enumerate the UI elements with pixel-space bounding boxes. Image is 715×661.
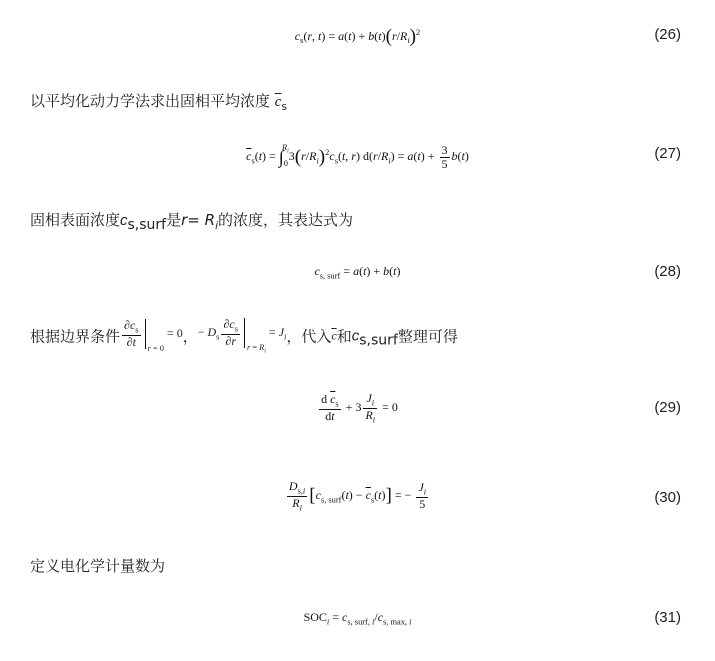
paragraph-average-concentration <box>30 90 287 113</box>
paragraph-surface-concentration <box>30 209 353 233</box>
equation-number-26: (26) <box>654 26 681 43</box>
paragraph-text: 是 <box>166 211 182 229</box>
equation-number-28: (28) <box>654 263 681 280</box>
r-equals-R-subscript: i <box>215 220 218 232</box>
equation-30: $\frac{D_{s,i}}{R_i}$ $[c_{s, surf}(t) - \overline{c}_s(t)]$ = − $\frac{J_i}{5}$ <box>288 479 427 513</box>
equation-26: $c_s(r$, $t) = a(t) + b(t)(r/R_i)^2$ <box>294 26 421 47</box>
paragraph-text: ，代入 <box>286 327 332 346</box>
cbar-symbol: $\overline{c}$ <box>274 94 282 110</box>
paragraph-text: 整理可得 <box>397 327 458 346</box>
equation-31: $SOC_i = c_{s, surf, i}/c_{s, max, i}$ <box>303 610 412 627</box>
equation-29: $\frac{d \overline{c}_s}{dt}$ + 3 $\frac{J_i}{R_i}$ = 0 <box>321 391 398 425</box>
paragraph-text: 的浓度，其表达式为 <box>218 211 354 229</box>
paragraph-boundary-conditions: 根据边界条件 $\frac{\partial c_s}{\partial t}$ $_{r = 0}$ = 0，− $D_s$ $\frac{\partial c_s}{\partial r}$ $_{r = R_i} = J_i$，代入$\overline{c}$和$c_{s,surf}$整理可得 <box>30 317 458 355</box>
paragraph-text: 以平均化动力学法求出固相平均浓度 <box>30 92 271 110</box>
equation-27: $\overline{c}_s(t) = \int_0^{R_i}3(r/R_i)^2c_s(t$, r) $d(r/R_i) = a(t)$ + $\frac{3}{5}$ b(t) <box>246 142 469 171</box>
cs-surf-subscript: s,surf <box>127 217 167 233</box>
r-equals-R-symbol: r= R <box>181 211 216 229</box>
equation-number-29: (29) <box>654 399 681 416</box>
equation-number-30: (30) <box>654 489 681 506</box>
equation-number-31: (31) <box>654 609 681 626</box>
equation-28: $c_{s, surf} = a(t) + b(t)$ <box>314 264 401 281</box>
cs-surf-symbol: c <box>120 212 128 229</box>
equation-number-27: (27) <box>654 145 681 162</box>
paragraph-text: 根据边界条件 <box>30 327 121 346</box>
paragraph-text: 和 <box>336 327 352 346</box>
paragraph-text: 固相表面浓度 <box>30 211 121 229</box>
paragraph-soc-definition: 定义电化学计量数为 <box>30 557 166 575</box>
paragraph-text: ， <box>182 327 198 346</box>
cbar-subscript: s <box>281 101 287 113</box>
